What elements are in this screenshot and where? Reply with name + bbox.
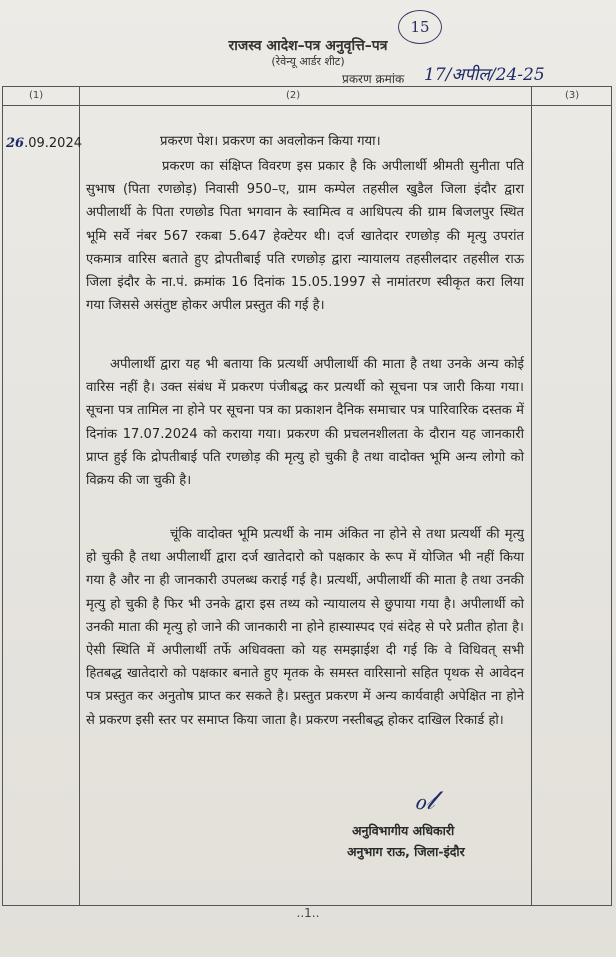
column-divider-2 [531,87,532,905]
column-divider-1 [79,87,80,905]
document-title: राजस्व आदेश–पत्र अनुवृत्ति–पत्र [228,38,388,54]
column-heading-2: (2) [286,90,301,101]
entry-date [6,136,82,151]
document-subtitle: (रेवेन्यू आर्डर शीट) [271,55,345,68]
signatory-office: अनुभाग राऊ, जिला-इंदौर [347,844,465,859]
entry-date-day: 26 [6,136,25,151]
paragraph-3-text: चूंकि वादोक्त भूमि प्रत्यर्थी के नाम अंकित ना होने से तथा प्रत्यर्थी की मृत्यु हो चुकी है तथा अपीलार्थी द्वारा दर्ज खातेदारो को पक्षकार के रूप में योजित भी नहीं किया गया है और ना ही जानकारी उपलब्ध कराई गई है। प्रत्यर्थी, अपीलार्थी की माता है तथा उनकी मृत्यु हो चुकी है फिर भी उनके द्वारा इस तथ्य को न्यायालय से छुपाया गया है। अपीलार्थी को उनकी माता की मृत्यु हो जाने की जानकारी ना होने हास्यास्पद एवं संदेह से परे प्रतीत होता है। ऐसी स्थिति में अपीलार्थी तर्फे अधिवक्ता को यह समझाईश दी गई कि वे विधिवत् सभी हितबद्ध खातेदारो को पक्षकार बनाते हुए मृतक के समस्त वारिसानो सहित पृथक से आवेदन पत्र प्रस्तुत कर अनुतोष प्राप्त कर सकते है। प्रस्तुत प्रकरण में अन्य कार्यवाही अपेक्षित ना होने से प्रकरण इसी स्तर पर समाप्त किया जाता है। प्रकरण नस्तीबद्ध होकर दाखिल रिकार्ड हो। [86,527,524,728]
column-heading-1: (1) [29,90,44,101]
signatory-designation: अनुविभागीय अधिकारी [352,823,455,838]
case-number-label: प्रकरण क्रमांक [342,72,405,86]
paragraph-1-text: प्रकरण का संक्षिप्त विवरण इस प्रकार है कि अपीलार्थी श्रीमती सुनीता पति सुभाष (पिता रणछोड़) निवासी 950–ए, ग्राम कम्पेल तहसील खुडैल जिला इंदौर द्वारा अपीलार्थी के पिता रणछोड पिता भगवान के स्वामित्व व आधिपत्य की ग्राम बिजलपुर स्थित भूमि सर्वे नंबर 567 रकबा 5.647 हेक्टेयर थी। दर्ज खातेदार रणछोड़ की मृत्यु उपरांत एकमात्र वारिस बताते हुए द्रोपतीबाई पति रणछोड़ द्वारा न्यायालय तहसीलदार तहसील राऊ जिला इंदौर के ना.पं. क्रमांक 16 दिनांक 15.05.1997 से नामांतरण स्वीकृत करा लिया गया जिससे असंतुष्ट होकर अपील प्रस्तुत की गई है। [86,159,524,314]
opening-line: प्रकरण पेश। प्रकरण का अवलोकन किया गया। [160,134,381,149]
header-row-divider [3,105,611,106]
entry-date-rest: .09.2024 [24,136,82,151]
paragraph-1 [86,155,524,317]
page-footer: ..1.. [296,906,320,920]
sheet-number-stamp: 15 [398,10,442,44]
paragraph-2-text: अपीलार्थी द्वारा यह भी बताया कि प्रत्यर्थी अपीलार्थी की माता है तथा उनके अन्य कोई वारिस नहीं है। उक्त संबंध में प्रकरण पंजीबद्ध कर प्रत्यर्थी को सूचना पत्र जारी किया गया। सूचना पत्र तामिल ना होने पर सूचना पत्र का प्रकाशन दैनिक समाचार पत्र पारिवारिक दस्तक में दिनांक 17.07.2024 को कराया गया। प्रकरण की प्रचलनशीलता के दौरान यह जानकारी प्राप्त हुई कि द्रोपतीबाई पति रणछोड़ की मृत्यु हो चुकी है तथा वादोक्त भूमि अन्य लोगो को विक्रय की जा चुकी है। [86,357,524,489]
paragraph-3 [86,523,524,732]
signature-scribble: ℴ𝓁 [414,786,435,816]
case-number-value: 17/अपील/24-25 [424,65,545,85]
paragraph-2 [86,353,524,492]
column-heading-3: (3) [565,90,580,101]
